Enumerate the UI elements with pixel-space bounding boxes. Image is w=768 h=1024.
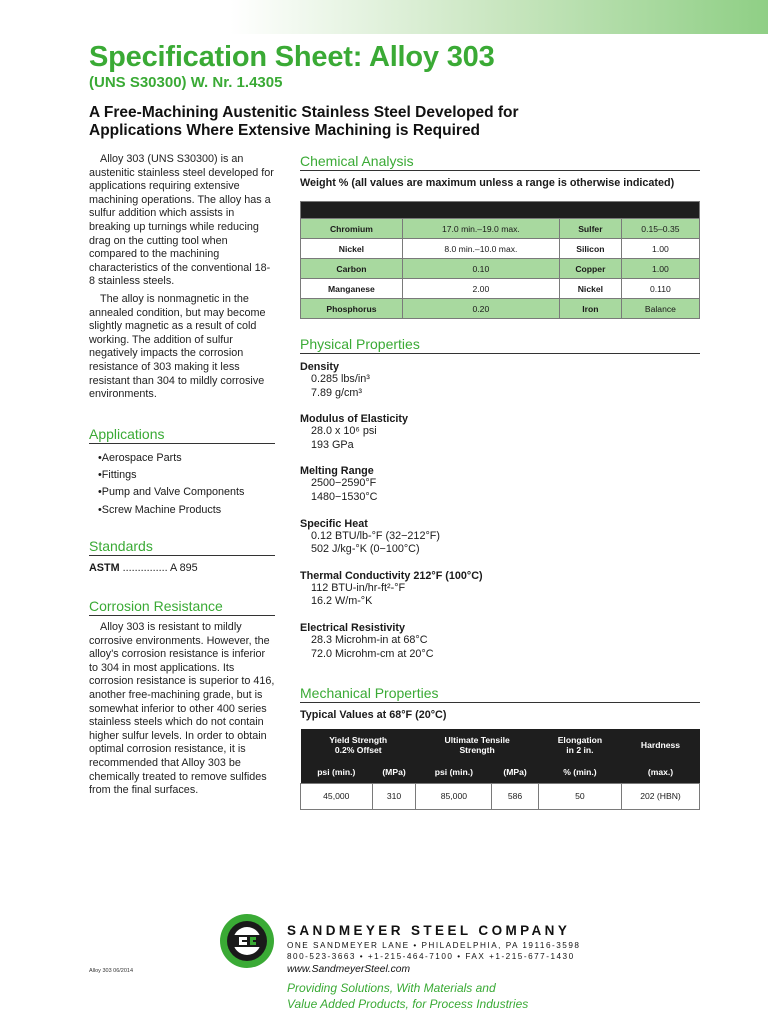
table-header-row bbox=[301, 729, 700, 761]
applications-heading: Applications bbox=[89, 426, 275, 444]
standard-row bbox=[89, 562, 275, 574]
intro-paragraph-1: Alloy 303 (UNS S30300) is an austenitic stainless steel developed for applications requiring extensive machining operations. The alloy has a sulfur addition which assists in breaking up turnings while reducing drag on the cutting tool when compared to the machining characteristics of the conventional 18-8 stainless steels. bbox=[89, 153, 274, 288]
list-item: • Pump and Valve Components bbox=[98, 484, 275, 501]
tagline-line-1: A Free-Machining Austenitic Stainless Steel Developed for bbox=[89, 104, 519, 121]
unit-label: (MPa) bbox=[372, 761, 416, 783]
page-subtitle: (UNS S30300) W. Nr. 1.4305 bbox=[89, 74, 283, 91]
property-value: 16.2 W/m-°K bbox=[311, 595, 373, 608]
property-value: 72.0 Microhm-cm at 20°C bbox=[311, 647, 434, 660]
unit-label: % (min.) bbox=[538, 761, 621, 783]
unit-label: psi (min.) bbox=[416, 761, 492, 783]
unit-label: (MPa) bbox=[492, 761, 539, 783]
chemical-table bbox=[300, 201, 700, 319]
hardness-value: 202 (HBN) bbox=[622, 783, 700, 809]
mechanical-table bbox=[300, 729, 700, 810]
mechanical-note: Typical Values at 68°F (20°C) bbox=[300, 709, 447, 721]
property-density bbox=[300, 361, 700, 400]
element-name: Phosphorus bbox=[301, 299, 403, 319]
element-name: Carbon bbox=[301, 259, 403, 279]
element-name: Manganese bbox=[301, 279, 403, 299]
unit-label: psi (min.) bbox=[301, 761, 373, 783]
page-title: Specification Sheet: Alloy 303 bbox=[89, 41, 495, 73]
uts-mpa-value: 586 bbox=[492, 783, 539, 809]
table-row bbox=[301, 219, 700, 239]
slogan-line-1: Providing Solutions, With Materials and bbox=[287, 981, 496, 995]
yield-strength-header: Yield Strength 0.2% Offset bbox=[301, 729, 416, 761]
element-value: 1.00 bbox=[621, 239, 699, 259]
element-value: 8.0 min.–10.0 max. bbox=[402, 239, 559, 259]
intro-paragraph-2: The alloy is nonmagnetic in the annealed condition, but may become slightly magnetic as a result of cold working. The addition of sulfur negatively impacts the corrosion resistance of 303 making it less resistant than 304 to mildly corrosive environments. bbox=[89, 292, 266, 401]
element-value: 0.110 bbox=[621, 279, 699, 299]
tensile-strength-header: Ultimate Tensile Strength bbox=[416, 729, 538, 761]
corrosion-heading: Corrosion Resistance bbox=[89, 598, 275, 616]
property-value: 28.0 x 10⁶ psi bbox=[311, 425, 377, 438]
mechanical-properties-section bbox=[300, 685, 700, 810]
list-item: • Fittings bbox=[98, 467, 275, 484]
standard-value: A 895 bbox=[170, 562, 198, 574]
elongation-header: Elongation in 2 in. bbox=[538, 729, 621, 761]
corrosion-section bbox=[89, 598, 275, 798]
property-value: 2500−2590°F bbox=[311, 477, 377, 490]
corrosion-paragraph: Alloy 303 is resistant to mildly corrosive environments. However, the alloy's corrosion resistance is inferior to 304 in most applications. Its corrosion resistance is superior to 416, another free-machining grade, but is somewhat inferior to other 400 series stainless steels which do not contain higher sulfur levels. In order to obtain optimal corrosion resistance, it is recommended that Alloy 303 be chemically treated to remove sulfides from the final surfaces. bbox=[89, 621, 275, 797]
standards-section bbox=[89, 538, 275, 574]
element-name: Nickel bbox=[559, 279, 621, 299]
mechanical-heading: Mechanical Properties bbox=[300, 685, 700, 703]
element-name: Iron bbox=[559, 299, 621, 319]
element-name: Sulfer bbox=[559, 219, 621, 239]
standard-label: ASTM bbox=[89, 562, 120, 574]
chemical-analysis-section bbox=[300, 153, 700, 319]
property-name: Specific Heat bbox=[300, 517, 368, 530]
applications-list bbox=[89, 450, 275, 519]
physical-heading: Physical Properties bbox=[300, 336, 700, 354]
property-value: 502 J/kg-°K (0−100°C) bbox=[311, 543, 420, 556]
table-header-row bbox=[301, 202, 700, 219]
element-name: Nickel bbox=[301, 239, 403, 259]
property-name: Electrical Resistivity bbox=[300, 621, 406, 634]
element-value: 0.10 bbox=[402, 259, 559, 279]
standard-leader-dots: ............... bbox=[119, 562, 170, 574]
property-name: Density bbox=[300, 361, 340, 373]
hardness-header: Hardness bbox=[622, 729, 700, 761]
company-website-link[interactable]: www.SandmeyerSteel.com bbox=[287, 964, 411, 975]
table-units-row bbox=[301, 761, 700, 783]
element-name: Chromium bbox=[301, 219, 403, 239]
tagline bbox=[89, 104, 649, 140]
applications-section bbox=[89, 426, 275, 519]
table-row bbox=[301, 783, 700, 809]
element-value: Balance bbox=[621, 299, 699, 319]
property-value: 28.3 Microhm-in at 68°C bbox=[311, 633, 428, 646]
unit-label: (max.) bbox=[622, 761, 700, 783]
element-value: 1.00 bbox=[621, 259, 699, 279]
slogan-line-2: Value Added Products, for Process Industries bbox=[287, 996, 529, 1011]
document-code: Alloy 303 06/2014 bbox=[89, 968, 134, 974]
sandmeyer-logo-icon bbox=[219, 913, 275, 969]
element-value: 0.20 bbox=[402, 299, 559, 319]
property-name: Thermal Conductivity 212°F (100°C) bbox=[300, 569, 483, 582]
property-specific-heat bbox=[300, 518, 700, 557]
company-address-block bbox=[287, 940, 580, 962]
property-name: Melting Range bbox=[300, 465, 374, 478]
element-value: 2.00 bbox=[402, 279, 559, 299]
table-row bbox=[301, 279, 700, 299]
company-slogan bbox=[287, 981, 528, 1012]
company-phones: 800-523-3663 • +1-215-464-7100 • FAX +1-215-677-1430 bbox=[287, 952, 575, 961]
list-item: • Screw Machine Products bbox=[98, 502, 275, 519]
property-value: 193 GPa bbox=[311, 438, 354, 451]
company-address: ONE SANDMEYER LANE • PHILADELPHIA, PA 19116-3598 bbox=[287, 941, 581, 950]
property-value: 1480−1530°C bbox=[311, 490, 378, 503]
yield-psi-value: 45,000 bbox=[301, 783, 373, 809]
property-electrical-resistivity bbox=[300, 622, 700, 661]
elongation-value: 50 bbox=[538, 783, 621, 809]
header-gradient-bar bbox=[0, 0, 768, 34]
property-value: 7.89 g/cm³ bbox=[311, 386, 363, 399]
property-name: Modulus of Elasticity bbox=[300, 413, 408, 426]
uts-psi-value: 85,000 bbox=[416, 783, 492, 809]
tagline-line-2: Applications Where Extensive Machining is Required bbox=[89, 122, 481, 139]
intro-section bbox=[89, 153, 275, 402]
element-name: Silicon bbox=[559, 239, 621, 259]
property-value: 0.12 BTU/lb-°F (32−212°F) bbox=[311, 529, 440, 542]
yield-mpa-value: 310 bbox=[372, 783, 416, 809]
chemical-note: Weight % (all values are maximum unless a range is otherwise indicated) bbox=[300, 177, 675, 189]
standards-heading: Standards bbox=[89, 538, 275, 556]
element-value: 0.15–0.35 bbox=[621, 219, 699, 239]
property-value: 112 BTU-in/hr-ft²-°F bbox=[311, 581, 406, 594]
company-name: SANDMEYER STEEL COMPANY bbox=[287, 923, 571, 938]
table-row bbox=[301, 239, 700, 259]
table-row bbox=[301, 259, 700, 279]
property-melting-range bbox=[300, 465, 700, 504]
list-item: • Aerospace Parts bbox=[98, 450, 275, 467]
property-value: 0.285 lbs/in³ bbox=[311, 373, 370, 385]
property-modulus bbox=[300, 413, 700, 452]
element-name: Copper bbox=[559, 259, 621, 279]
physical-properties-section bbox=[300, 336, 700, 661]
chemical-heading: Chemical Analysis bbox=[300, 153, 700, 171]
element-value: 17.0 min.–19.0 max. bbox=[402, 219, 559, 239]
table-row bbox=[301, 299, 700, 319]
property-thermal-conductivity bbox=[300, 570, 700, 609]
